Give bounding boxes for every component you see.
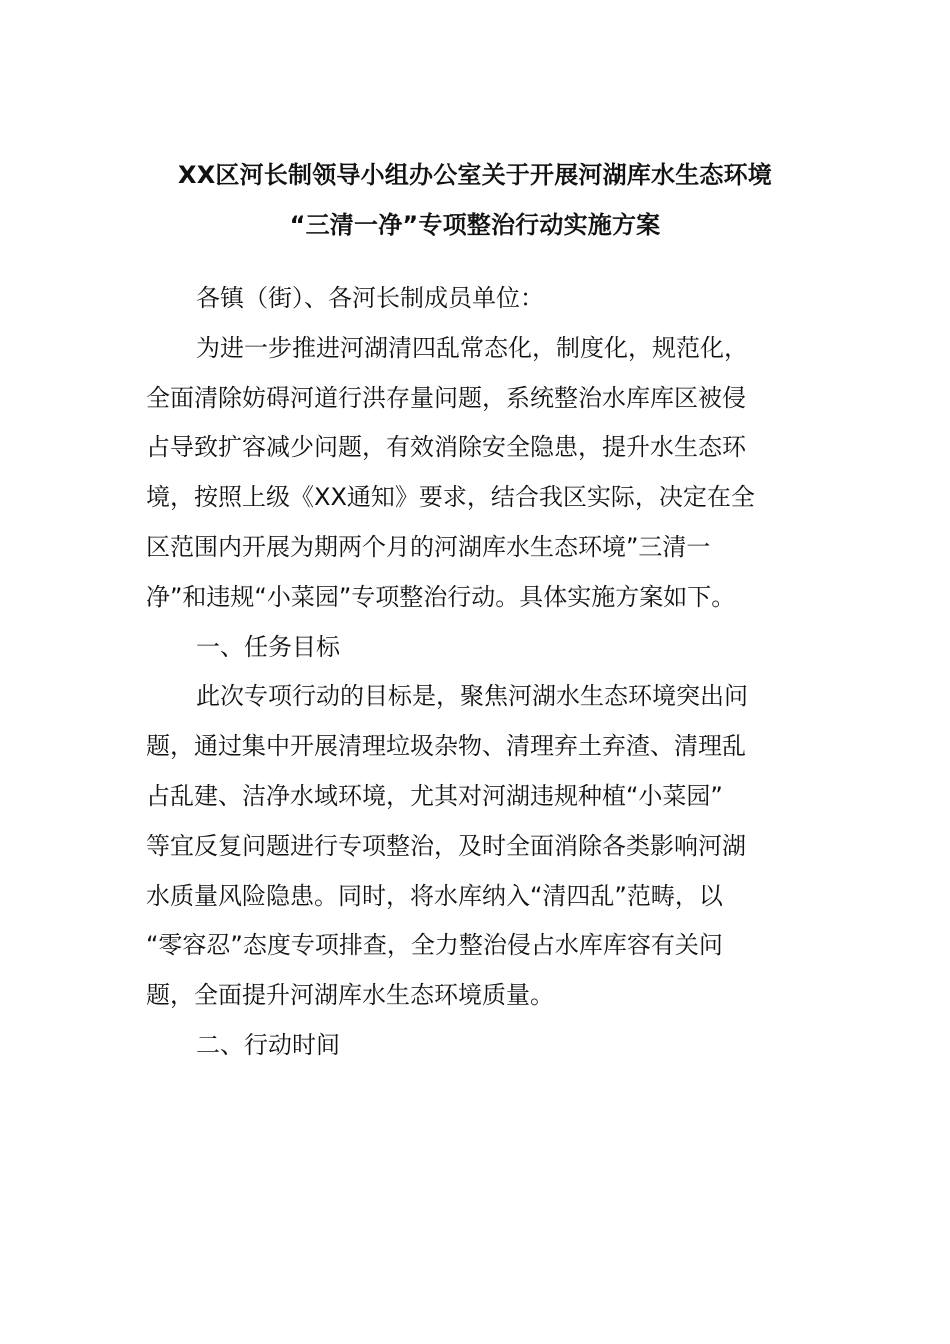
paragraph-line: 题，通过集中开展清理垃圾杂物、清理弃土弃渣、清理乱	[146, 732, 746, 761]
document-body	[146, 274, 806, 1071]
paragraph-line: 为进一步推进河湖清四乱常态化，制度化，规范化，	[196, 333, 748, 362]
paragraph-line: 占乱建、洁净水域环境，尤其对河湖违规种植“小菜园”	[146, 781, 723, 810]
paragraph-line: 全面清除妨碍河道行洪存量问题，系统整治水库库区被侵	[146, 383, 746, 412]
paragraph-line: 等宜反复问题进行专项整治，及时全面消除各类影响河湖	[146, 831, 746, 860]
paragraph-line: 题，全面提升河湖库水生态环境质量。	[146, 981, 554, 1010]
paragraph-line: 境，按照上级《XX通知》要求，结合我区实际，决定在全	[146, 483, 755, 512]
section-heading: 一、任务目标	[196, 632, 340, 661]
salutation: 各镇（街）、各河长制成员单位：	[196, 284, 544, 312]
document-title-line-1: XX区河长制领导小组办公室关于开展河湖库水生态环境	[177, 161, 772, 189]
paragraph-line: “零容忍”态度专项排查，全力整治侵占水库库容有关问	[146, 931, 723, 960]
paragraph-line: 占导致扩容减少问题，有效消除安全隐患，提升水生态环	[146, 433, 746, 462]
document-title-line-2: “三清一净”专项整治行动实施方案	[289, 211, 661, 239]
paragraph-line: 水质量风险隐患。同时，将水库纳入“清四乱”范畴，以	[146, 881, 723, 910]
paragraph-line: 此次专项行动的目标是，聚焦河湖水生态环境突出问	[196, 682, 748, 711]
paragraph-line: 区范围内开展为期两个月的河湖库水生态环境”三清一	[146, 532, 711, 561]
section-heading: 二、行动时间	[196, 1030, 340, 1059]
paragraph-line: 净”和违规“小菜园”专项整治行动。具体实施方案如下。	[146, 582, 736, 611]
